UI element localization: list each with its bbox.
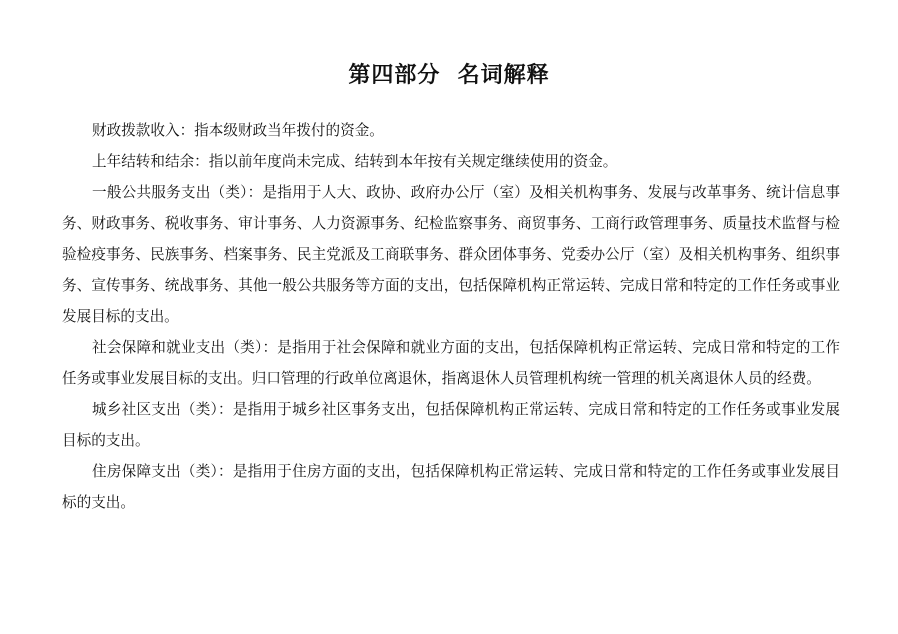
paragraph-urban-rural-community: 城乡社区支出（类）：是指用于城乡社区事务支出，包括保障机构正常运转、完成日常和特定的工作任务或事业发展目标的支出。 [62,401,840,449]
paragraph-general-public-services: 一般公共服务支出（类）：是指用于人大、政协、政府办公厅（室）及相关机构事务、发展与改革事务、统计信息事务、财政事务、税收事务、审计事务、人力资源事务、纪检监察事务、商贸事务、工商行政管理事务、质量技术监督与检验检疫事务、民族事务、档案事务、民主党派及工商联事务、群众团体事务、党委办公厅（室）及相关机构事务、组织事务、宣传事务、统战事务、其他一般公共服务等方面的支出，包括保障机构正常运转、完成日常和特定的工作任务或事业发展目标的支出。 [62,184,840,325]
paragraph-social-security-employment: 社会保障和就业支出（类）：是指用于社会保障和就业方面的支出，包括保障机构正常运转、完成日常和特定的工作任务或事业发展目标的支出。归口管理的行政单位离退休，指离退休人员管理机构统一管理的机关离退休人员的经费。 [62,339,840,387]
paragraph-carryover-balance: 上年结转和结余：指以前年度尚未完成、结转到本年按有关规定继续使用的资金。 [92,153,618,170]
document-body [62,115,840,518]
paragraph-housing-security: 住房保障支出（类）：是指用于住房方面的支出，包括保障机构正常运转、完成日常和特定的工作任务或事业发展目标的支出。 [62,463,840,511]
page-title: 第四部分 名词解释 [348,63,550,88]
paragraph-fiscal-appropriation-income: 财政拨款收入：指本级财政当年拨付的资金。 [92,122,384,139]
